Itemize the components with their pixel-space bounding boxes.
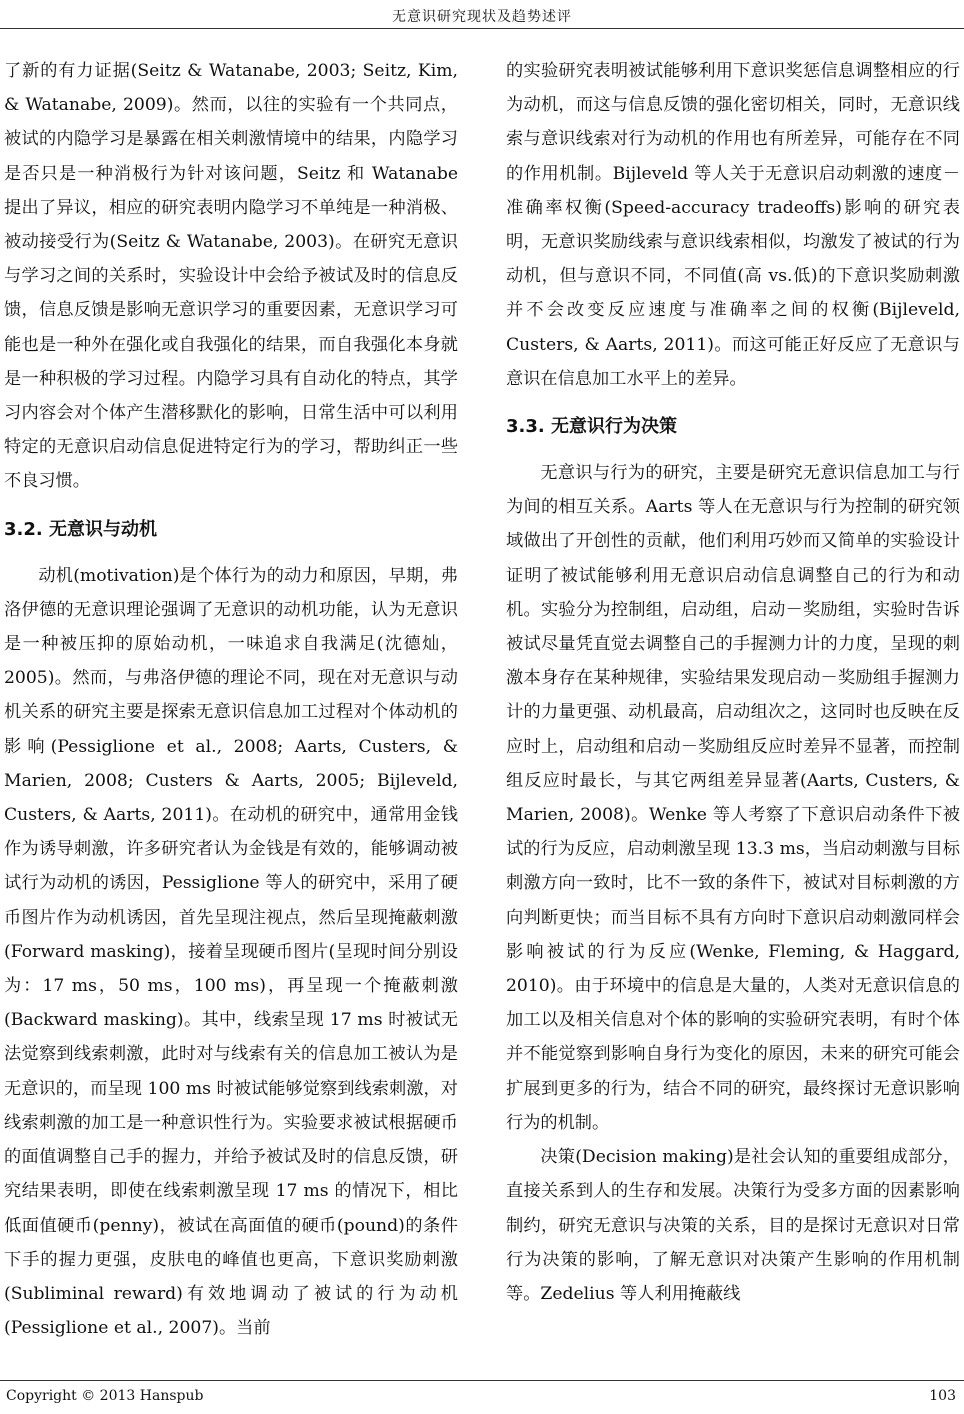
header-divider [0, 28, 964, 29]
left-column [4, 54, 458, 1345]
paragraph: 了新的有力证据(Seitz & Watanabe, 2003; Seitz, Kim, & Watanabe, 2009)。然而，以往的实验有一个共同点，被试的内隐学习是暴露在相关刺激情境中的结果，内隐学习是否只是一种消极行为针对该问题，Seitz 和 Watanabe 提出了异议，相应的研究表明内隐学习不单纯是一种消极、被动接受行为(Seitz & Watanabe, 2003)。在研究无意识与学习之间的关系时，实验设计中会给予被试及时的信息反馈，信息反馈是影响无意识学习的重要因素，无意识学习可能也是一种外在强化或自我强化的结果，而自我强化本身就是一种积极的学习过程。内隐学习具有自动化的特点，其学习内容会对个体产生潜移默化的影响，日常生活中可以利用特定的无意识启动信息促进特定行为的学习，帮助纠正一些不良习惯。 [4, 61, 458, 492]
paragraph: 无意识与行为的研究，主要是研究无意识信息加工与行为间的相互关系。Aarts 等人在无意识与行为控制的研究领域做出了开创性的贡献，他们利用巧妙而又简单的实验设计证明了被试能够利用无意识启动信息调整自己的行为和动机。实验分为控制组，启动组，启动－奖励组，实验时告诉被试尽量凭直觉去调整自己的手握测力计的力度，呈现的刺激本身存在某种规律，实验结果发现启动－奖励组手握测力计的力量更强、动机最高，启动组次之，这同时也反映在反应时上，启动组和启动－奖励组反应时差异不显著，而控制组反应时最长，与其它两组差异显著(Aarts, Custers, & Marien, 2008)。Wenke 等人考察了下意识启动条件下被试的行为反应，启动刺激呈现 13.3 ms，当启动刺激与目标刺激方向一致时，比不一致的条件下，被试对目标刺激的方向判断更快；而当目标不具有方向时下意识启动刺激同样会影响被试的行为反应(Wenke, Fleming, & Haggard, 2010)。由于环境中的信息是大量的，人类对无意识信息的加工以及相关信息对个体的影响的实验研究表明，有时个体并不能觉察到影响自身行为变化的原因，未来的研究可能会扩展到更多的行为，结合不同的研究，最终探讨无意识影响行为的机制。 [506, 463, 960, 1133]
footer-divider [0, 1380, 964, 1381]
section-heading-3-2: 3.2. 无意识与动机 [4, 518, 157, 540]
page-number: 103 [929, 1388, 956, 1404]
paragraph: 的实验研究表明被试能够利用下意识奖惩信息调整相应的行为动机，而这与信息反馈的强化密切相关，同时，无意识线索与意识线索对行为动机的作用也有所差异，可能存在不同的作用机制。Bijleveld 等人关于无意识启动刺激的速度－准确率权衡(Speed-accuracy tradeoffs)影响的研究表明，无意识奖励线索与意识线索相似，均激发了被试的行为动机，但与意识不同，不同值(高 vs.低)的下意识奖励刺激并不会改变反应速度与准确率之间的权衡(Bijleveld, Custers, & Aarts, 2011)。而这可能正好反应了无意识与意识在信息加工水平上的差异。 [506, 61, 960, 389]
right-column [506, 54, 960, 1311]
running-header: 无意识研究现状及趋势述评 [392, 9, 572, 25]
section-heading-3-3: 3.3. 无意识行为决策 [506, 416, 677, 438]
copyright-notice: Copyright © 2013 Hanspub [6, 1388, 204, 1404]
paragraph: 决策(Decision making)是社会认知的重要组成部分，直接关系到人的生存和发展。决策行为受多方面的因素影响制约，研究无意识与决策的关系，目的是探讨无意识对日常行为决策的影响，了解无意识对决策产生影响的作用机制等。Zedelius 等人利用掩蔽线 [506, 1147, 960, 1304]
paragraph: 动机(motivation)是个体行为的动力和原因，早期，弗洛伊德的无意识理论强调了无意识的动机功能，认为无意识是一种被压抑的原始动机，一味追求自我满足(沈德灿，2005)。然而，与弗洛伊德的理论不同，现在对无意识与动机关系的研究主要是探索无意识信息加工过程对个体动机的影响(Pessiglione et al., 2008; Aarts, Custers, & Marien, 2008; Custers & Aarts, 2005; Bijleveld, Custers, & Aarts, 2011)。在动机的研究中，通常用金钱作为诱导刺激，许多研究者认为金钱是有效的，能够调动被试行为动机的诱因，Pessiglione 等人的研究中，采用了硬币图片作为动机诱因，首先呈现注视点，然后呈现掩蔽刺激(Forward masking)，接着呈现硬币图片(呈现时间分别设为：17 ms，50 ms，100 ms)，再呈现一个掩蔽刺激(Backward masking)。其中，线索呈现 17 ms 时被试无法觉察到线索刺激，此时对与线索有关的信息加工被认为是无意识的，而呈现 100 ms 时被试能够觉察到线索刺激，对线索刺激的加工是一种意识性行为。实验要求被试根据硬币的面值调整自己手的握力，并给予被试及时的信息反馈，研究结果表明，即使在线索刺激呈现 17 ms 的情况下，相比低面值硬币(penny)，被试在高面值的硬币(pound)的条件下手的握力更强，皮肤电的峰值也更高，下意识奖励刺激(Subliminal reward)有效地调动了被试的行为动机(Pessiglione et al., 2007)。当前 [4, 565, 458, 1339]
